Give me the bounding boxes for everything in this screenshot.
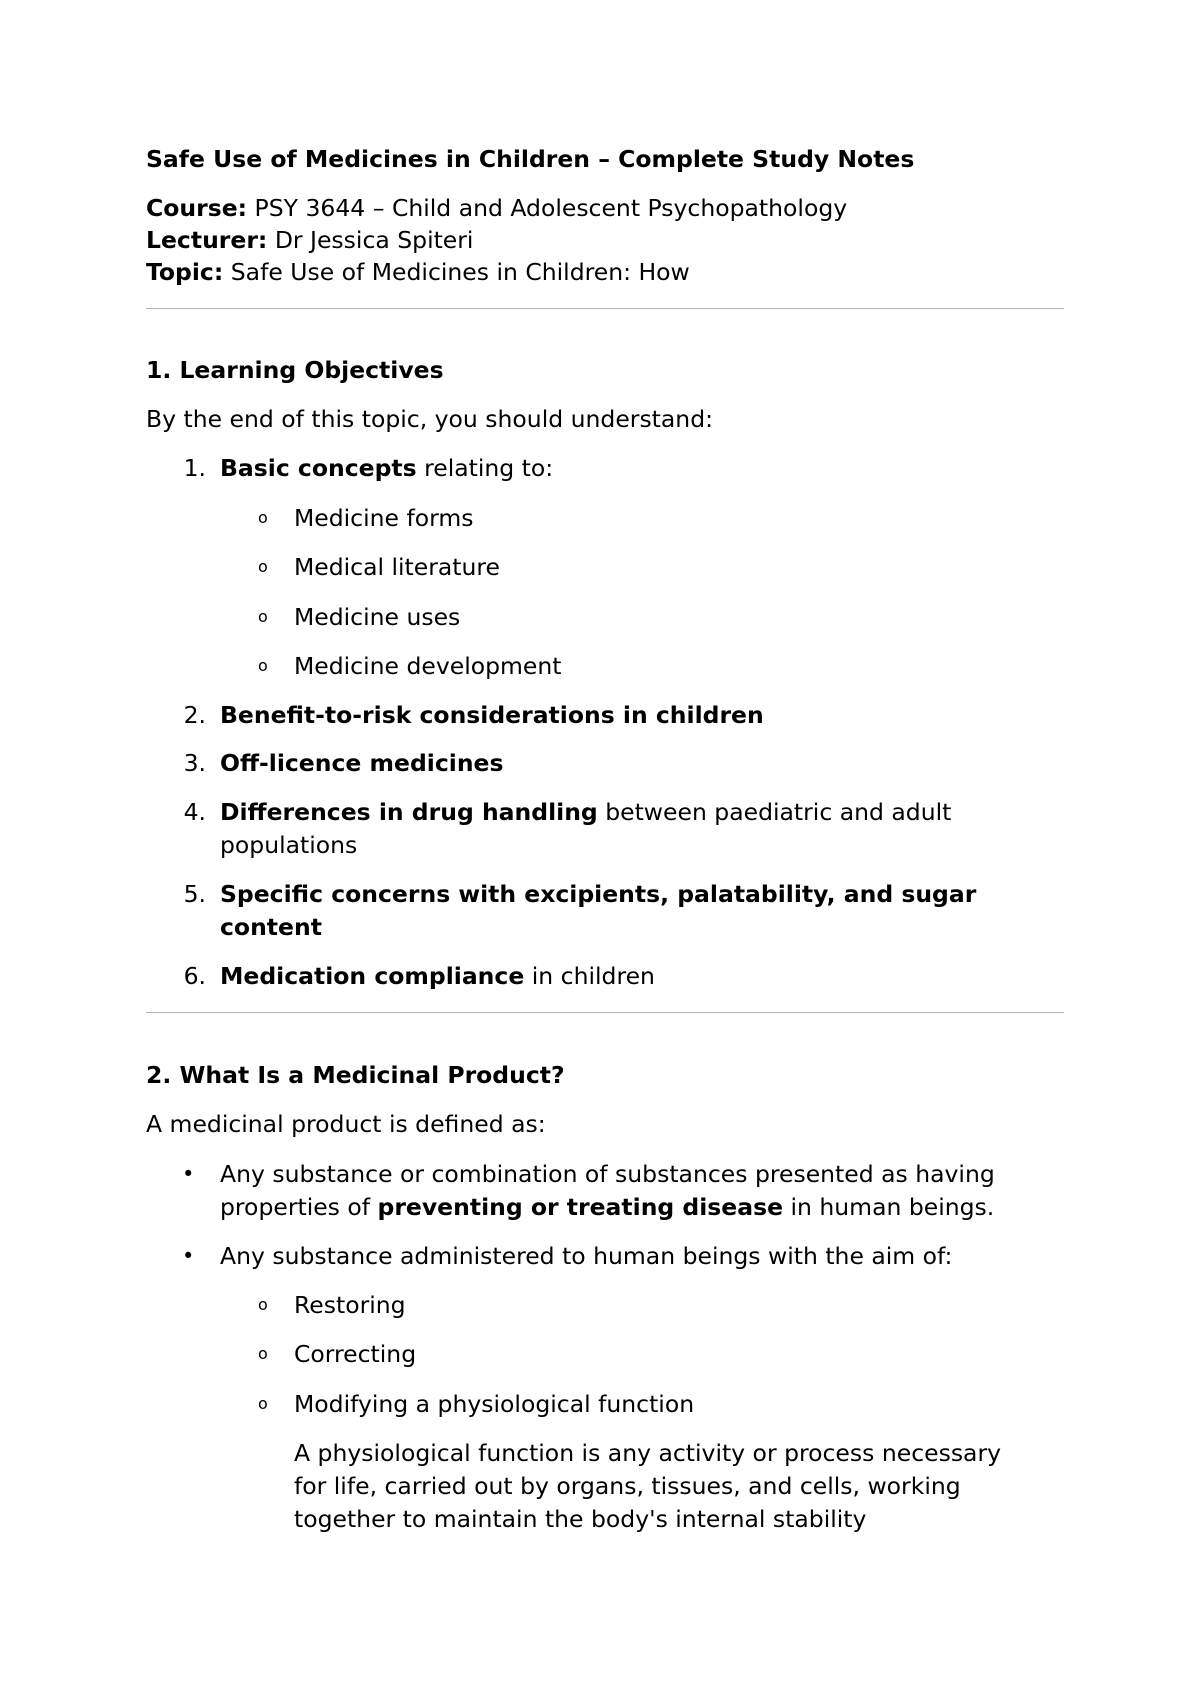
list-number: 3. [183,749,206,777]
section1-heading: 1. Learning Objectives [146,356,444,384]
definition-note-line: for life, carried out by organs, tissues, and cells, working [294,1472,961,1500]
bullet-text: Any substance or combination of substances presented as having [220,1160,995,1188]
objective-bold: Specific concerns with excipients, palatability, and sugar [220,880,977,908]
objective-bold: Basic concepts [220,454,417,482]
objective-text: relating to: [416,454,554,482]
objective-bold: Medication compliance [220,962,525,990]
course-value: PSY 3644 – Child and Adolescent Psychopathology [254,194,848,222]
objective-text: in children [524,962,655,990]
objective-5-line2: content [220,913,322,941]
sub-item-text: Modifying a physiological function [294,1390,695,1418]
divider [146,1012,1064,1013]
bullet-text: Any substance administered to human beings with the aim of: [220,1242,953,1270]
lecturer-line [146,225,473,255]
bullet-bold: preventing or treating disease [377,1193,784,1221]
sub-marker: o [258,1344,268,1363]
objective-bold: Off-licence medicines [220,749,504,777]
section1-intro: By the end of this topic, you should understand: [146,405,714,433]
sub-marker: o [258,508,268,527]
bullet-marker: • [182,1244,195,1268]
topic-label: Topic: [146,258,224,286]
sub-marker: o [258,607,268,626]
sub-item-text: Medicine forms [294,504,474,532]
sub-item-text: Restoring [294,1291,406,1319]
list-number: 6. [183,962,206,990]
objective-bold: Differences in drug handling [220,798,598,826]
course-label: Course: [146,194,248,222]
sub-marker: o [258,1295,268,1314]
bullet-item-line2 [220,1192,994,1222]
list-number: 5. [183,880,206,908]
section2-heading: 2. What Is a Medicinal Product? [146,1061,565,1089]
bullet-text: properties of [220,1193,378,1221]
sub-marker: o [258,557,268,576]
bullet-marker: • [182,1162,195,1186]
objective-text: between paediatric and adult [597,798,952,826]
sub-item-text: Medical literature [294,553,501,581]
course-line [146,193,847,223]
sub-marker: o [258,1394,268,1413]
list-number: 2. [183,701,206,729]
objective-bold: Benefit-to-risk considerations in children [220,701,764,729]
definition-note-line: together to maintain the body's internal stability [294,1505,867,1533]
sub-marker: o [258,656,268,675]
topic-line [146,257,690,287]
lecturer-label: Lecturer: [146,226,268,254]
definition-note-line: A physiological function is any activity or process necessary [294,1439,1002,1467]
section2-intro: A medicinal product is defined as: [146,1110,546,1138]
topic-value: Safe Use of Medicines in Children: How [230,258,690,286]
document-title: Safe Use of Medicines in Children – Complete Study Notes [146,145,915,173]
sub-item-text: Medicine development [294,652,562,680]
divider [146,308,1064,309]
list-number: 4. [183,798,206,826]
sub-item-text: Correcting [294,1340,417,1368]
bullet-text: in human beings. [783,1193,995,1221]
sub-item-text: Medicine uses [294,603,461,631]
lecturer-value: Dr Jessica Spiteri [274,226,474,254]
list-number: 1. [183,454,206,482]
objective-4-line2: populations [220,831,358,859]
